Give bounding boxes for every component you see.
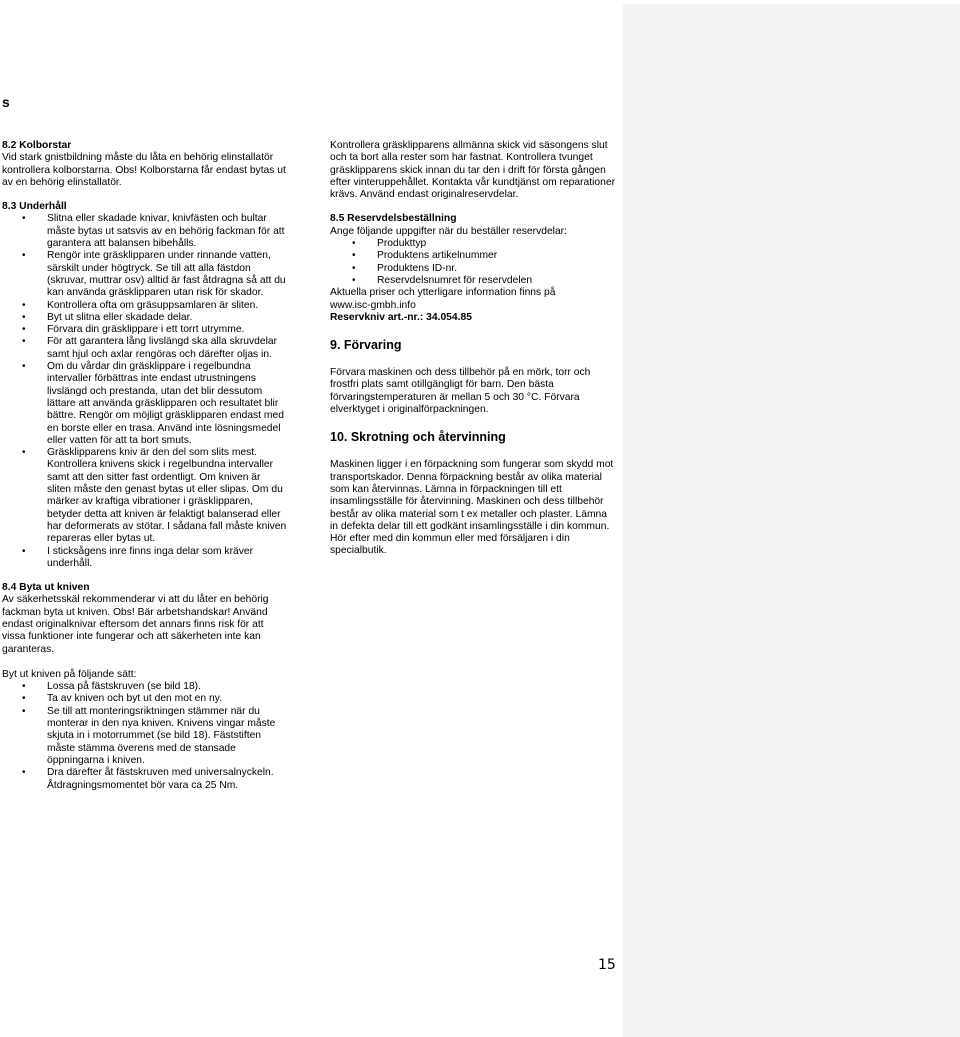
section-8-2-body: Vid stark gnistbildning måste du låta en behörig elinstallatör kontrollera kolborstarna. Obs! Kolborstarna får endast bytas ut av en behörig elinstallatör. <box>2 152 286 188</box>
list-item: • Om du vårdar din gräsklippare i regelbundna intervaller förbättras inte endast utrustningens livslängd och prestanda, utan det blir dessutom lättare att använda gräsklipparen och resultatet blir bättre. Rengör om möjligt gräsklipparen endast med en borste eller en trasa. Använd inte lösningsmedel eller vatten för att ta bort smuts. <box>2 361 287 447</box>
section-8-4-intro: Byt ut kniven på följande sätt: <box>2 668 137 680</box>
section-8-2-heading: 8.2 Kolborstar <box>2 140 72 151</box>
section-8-5-heading: 8.5 Reservdelsbeställning <box>330 213 457 225</box>
section-9-body: Förvara maskinen och dess tillbehör på en mörk, torr och frostfri plats samt otillgängligt för barn. Den bästa förvaringstemperaturen är mellan 5 och 30 °C. Förvara elverktyget i originalförpackningen. <box>330 367 591 416</box>
section-10-body: Maskinen ligger i en förpackning som fungerar som skydd mot transportskador. Denna förpackning består av olika material som kan återvinnas. Lämna in förpackningen till ett insamlingsställe för återvinning. Maskinen och dess tillbehör består av olika material som t ex metaller och plaster. Lämna in defekta delar till ett godkänt insamlingsställe i din kommun. Hör efter med din kommun eller med försäljaren i din specialbutik. <box>330 459 614 557</box>
list-item: • Ta av kniven och byt ut den mot en ny. <box>2 693 287 705</box>
section-9-heading: 9. Förvaring <box>330 338 402 353</box>
list-item: • Rengör inte gräsklipparen under rinnande vatten, särskilt under högtryck. Se till att alla fästdon (skruvar, muttrar osv) alltid är fast åtdragna så att du kan använda gräsklipparen utan risk för skador. <box>2 250 287 299</box>
page-margin-panel <box>623 4 960 1037</box>
list-item: • Förvara din gräsklippare i ett torrt utrymme. <box>2 324 287 336</box>
section-10-heading: 10. Skrotning och återvinning <box>330 430 506 445</box>
website-url: www.isc-gmbh.info <box>330 299 416 311</box>
blade-steps-list <box>2 681 287 792</box>
section-8-3-heading: 8.3 Underhåll <box>2 201 67 213</box>
right-intro: Kontrollera gräsklipparens allmänna skick vid säsongens slut och ta bort alla rester som har fastnat. Kontrollera tvunget gräsklipparens skick innan du tar den i drift för första gången efter vinteruppehållet. Kontakta vår kundtjänst om reparationer krävs. Använd endast originalreservdelar. <box>330 140 616 201</box>
part-number: Reservkniv art.-nr.: 34.054.85 <box>330 311 472 323</box>
section-8-4-heading: 8.4 Byta ut kniven <box>2 582 90 594</box>
list-item: • Reservdelsnumret för reservdelen <box>330 275 617 287</box>
list-item: • Lossa på fästskruven (se bild 18). <box>2 681 287 693</box>
list-item: • Byt ut slitna eller skadade delar. <box>2 312 287 324</box>
order-details-list <box>330 238 617 287</box>
section-8-5-note: Aktuella priser och ytterligare information finns på <box>330 287 556 299</box>
list-item: • Gräsklipparens kniv är den del som slits mest. Kontrollera knivens skick i regelbundna intervaller samt att den sitter fast ordentligt. Om kniven är sliten måste den genast bytas ut eller slipas. Om du märker av kraftiga vibrationer i gräsklipparen, betyder detta att kniven är felaktigt balanserad eller har deformerats av stötar. I sådana fall måste kniven repareras eller bytas ut. <box>2 447 287 545</box>
list-item: • Se till att monteringsriktningen stämmer när du monterar in den nya kniven. Knivens vingar måste skjuta in i motorrummet (se bild 18). Fäststiften måste stämma överens med de stansade öppningarna i kniven. <box>2 706 287 767</box>
left-column <box>2 140 287 792</box>
list-item: • För att garantera lång livslängd ska alla skruvdelar samt hjul och axlar rengöras och därefter oljas in. <box>2 336 287 361</box>
section-8-4-body: Av säkerhetsskäl rekommenderar vi att du låter en behörig fackman byta ut kniven. Obs! Bär arbetshandskar! Använd endast originalknivar eftersom det annars finns risk för att vissa funktioner inte fungerar och att säkerheten inte kan garanteras. <box>2 594 269 655</box>
list-item: • I sticksågens inre finns inga delar som kräver underhåll. <box>2 546 287 571</box>
list-item: • Dra därefter åt fästskruven med universalnyckeln. Åtdragningsmomentet bör vara ca 25 Nm. <box>2 767 287 792</box>
page-header: s <box>2 94 10 110</box>
right-column <box>330 140 617 558</box>
list-item: • Produkttyp <box>330 238 617 250</box>
list-item: • Kontrollera ofta om gräsuppsamlaren är sliten. <box>2 300 287 312</box>
list-item: • Produktens ID-nr. <box>330 263 617 275</box>
page-number: 15 <box>598 957 616 973</box>
list-item: • Slitna eller skadade knivar, knivfästen och bultar måste bytas ut satsvis av en behörig fackman för att garantera att balansen bibehålls. <box>2 213 287 250</box>
section-8-5-lead: Ange följande uppgifter när du beställer reservdelar: <box>330 225 567 237</box>
maintenance-list <box>2 213 287 570</box>
list-item: • Produktens artikelnummer <box>330 250 617 262</box>
